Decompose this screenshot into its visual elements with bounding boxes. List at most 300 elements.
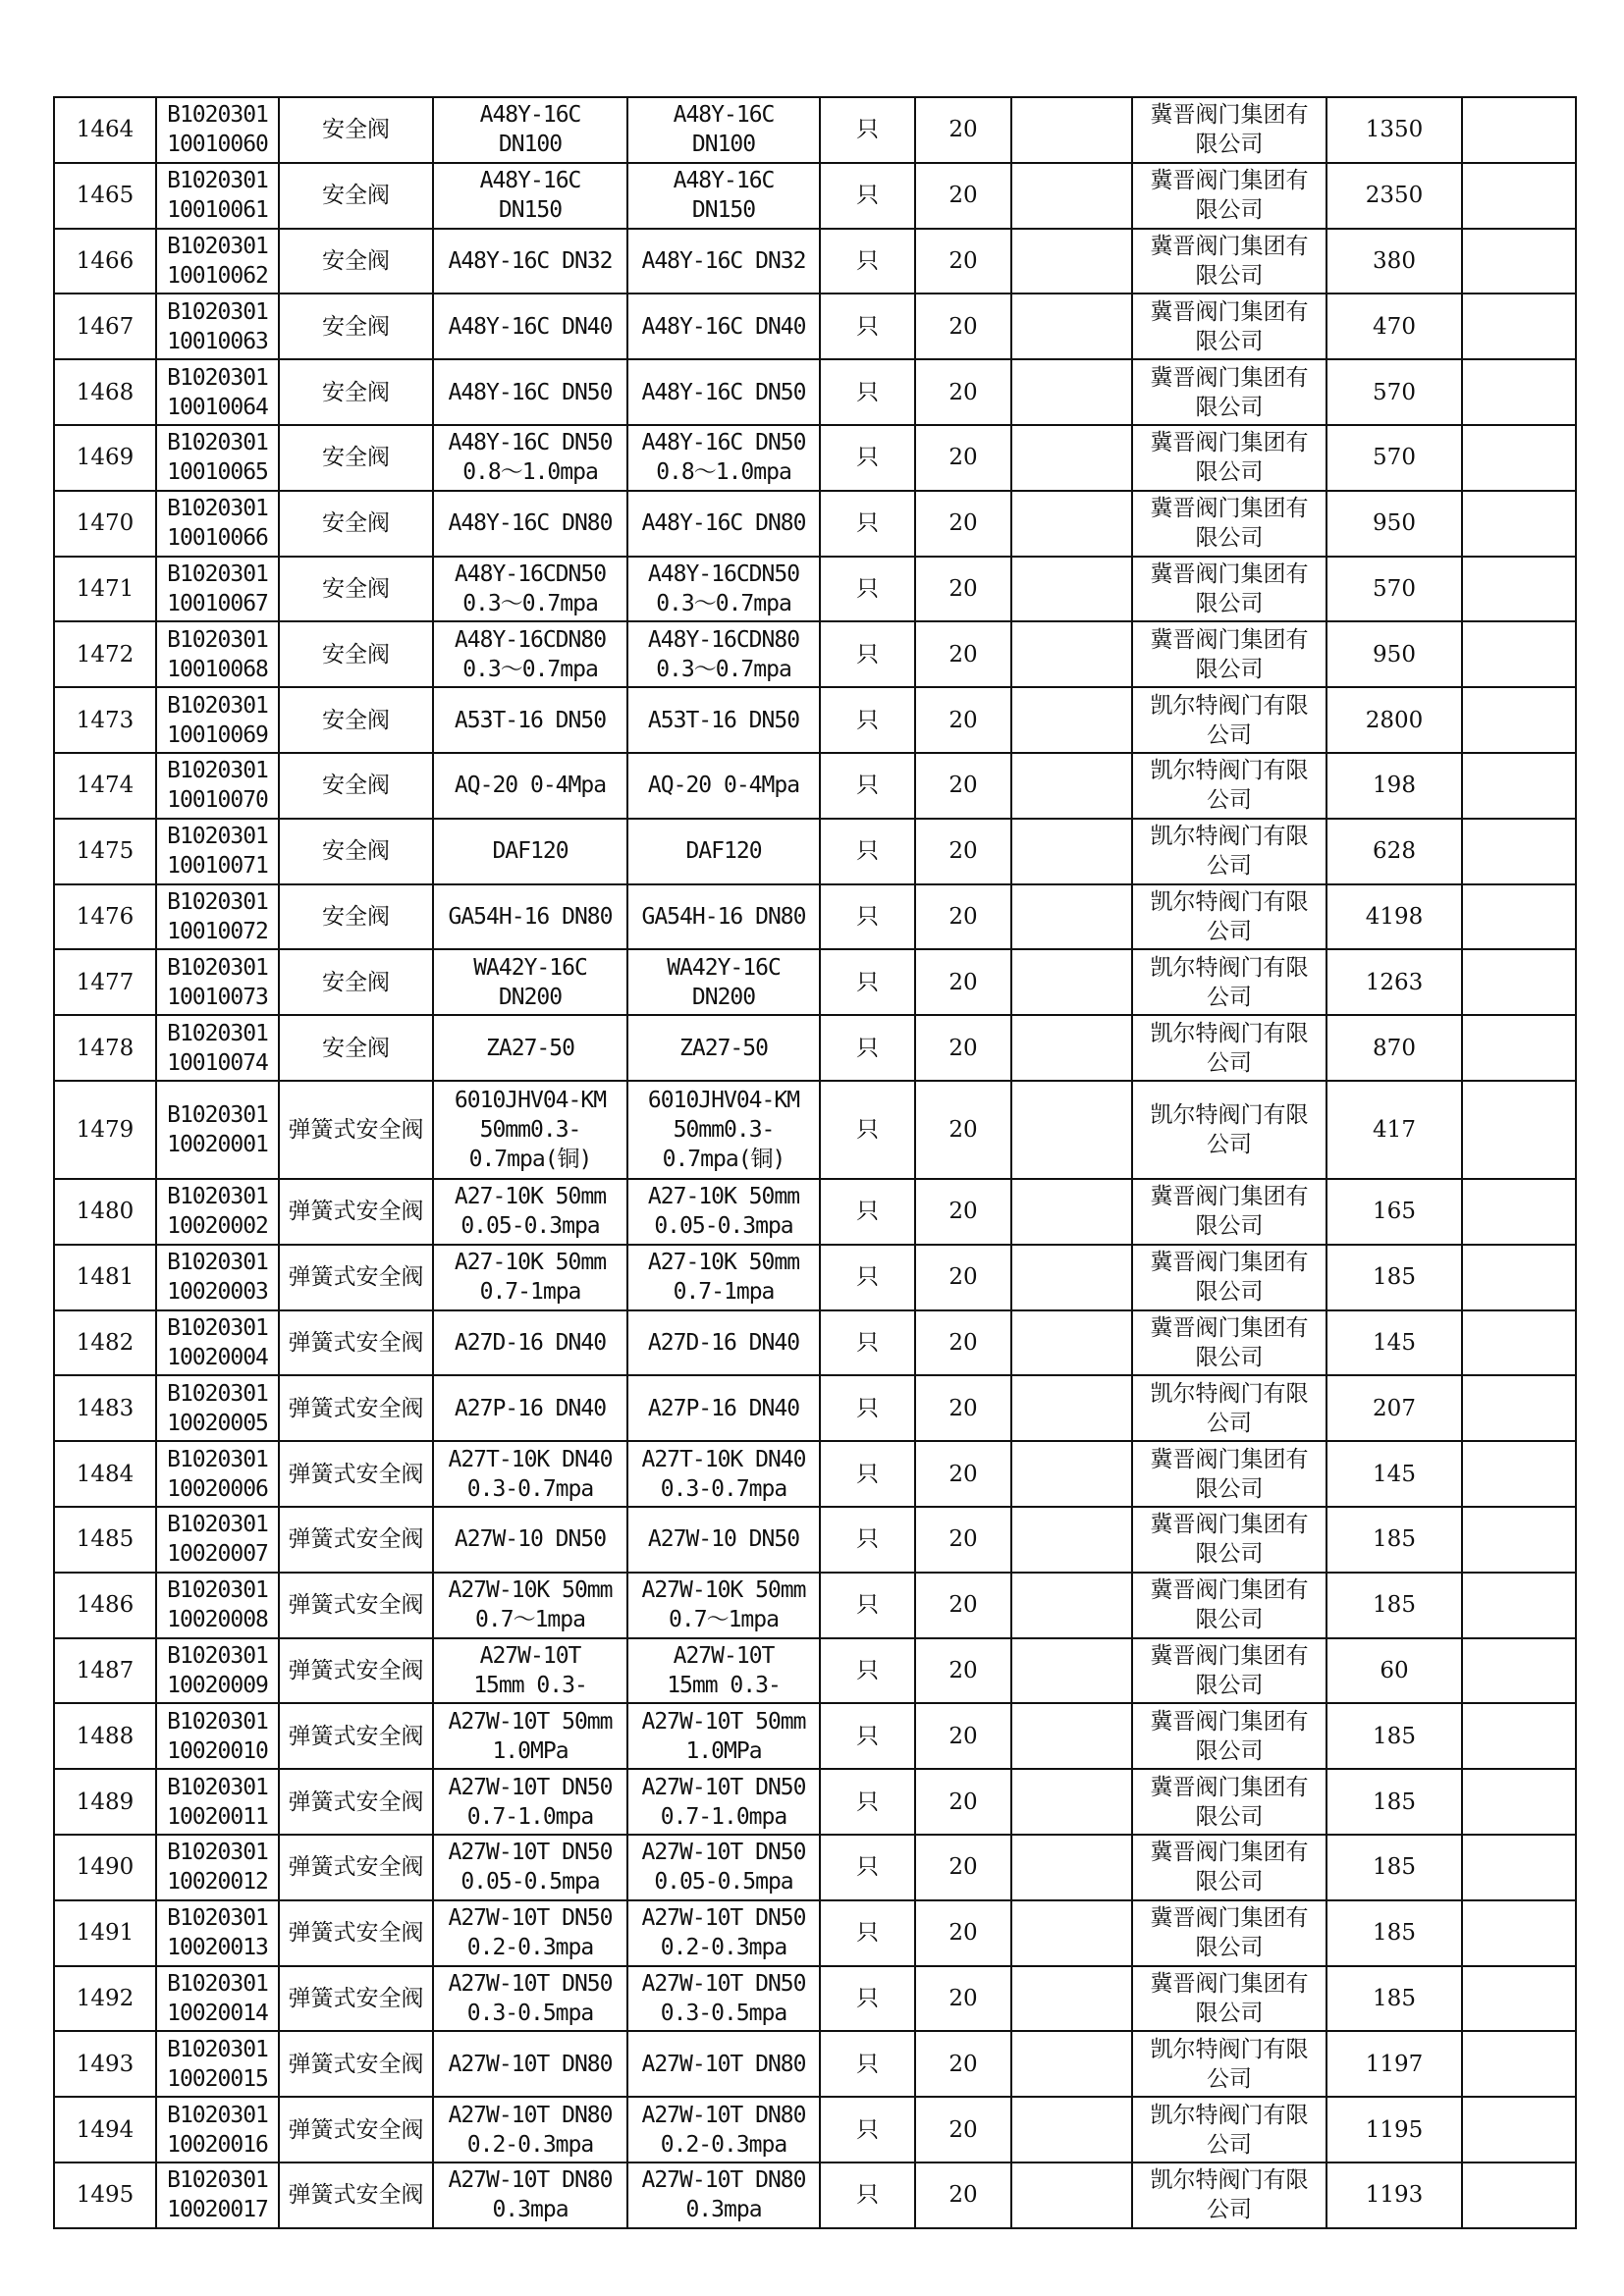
specification-line: 0.7～1mpa (475, 1607, 585, 1633)
supplier-cell (1132, 557, 1326, 622)
specification-line: A48Y-16C DN50 (448, 430, 613, 456)
supplier-line: 限公司 (1195, 1869, 1264, 1896)
price-cell: 185 (1326, 1245, 1462, 1310)
material-code-line: 10020012 (167, 1869, 268, 1896)
supplier-line: 冀晋阀门集团有 (1150, 1512, 1309, 1538)
price-cell: 870 (1326, 1015, 1462, 1081)
table-row (54, 1966, 1576, 2032)
table-row (54, 97, 1576, 163)
model-line: ZA27-50 (679, 1035, 768, 1061)
item-name-cell: 弹簧式安全阀 (279, 2031, 433, 2097)
material-code-cell (156, 621, 279, 687)
material-code-cell (156, 2031, 279, 2097)
unit-cell: 只 (820, 1900, 915, 1966)
unit-cell: 只 (820, 1179, 915, 1245)
supplier-line: 公司 (1207, 787, 1252, 814)
model-line: A27W-10 DN50 (647, 1526, 800, 1553)
item-number-cell: 1478 (54, 1015, 156, 1081)
supplier-line: 限公司 (1195, 1935, 1264, 1961)
specification-cell (433, 1245, 627, 1310)
price-cell: 628 (1326, 819, 1462, 884)
material-code-line: 10020003 (167, 1279, 268, 1306)
material-code-line: 10010072 (167, 918, 268, 944)
unit-cell: 只 (820, 949, 915, 1015)
supplier-line: 冀晋阀门集团有 (1150, 233, 1309, 259)
remark-cell (1462, 1179, 1576, 1245)
specification-cell (433, 621, 627, 687)
price-cell: 570 (1326, 359, 1462, 425)
material-code-cell (156, 1573, 279, 1638)
specification-line: ZA27-50 (486, 1035, 574, 1061)
item-name-cell: 弹簧式安全阀 (279, 1573, 433, 1638)
supplier-cell (1132, 1375, 1326, 1441)
table-row (54, 229, 1576, 294)
quantity-cell: 20 (915, 557, 1011, 622)
specification-line: A27W-10K 50mm (448, 1577, 613, 1604)
quantity-cell: 20 (915, 97, 1011, 163)
material-code-line: B1020301 (167, 430, 268, 456)
price-cell: 2350 (1326, 163, 1462, 229)
model-cell (627, 1638, 820, 1704)
material-code-line: B1020301 (167, 2036, 268, 2062)
specification-cell (433, 2097, 627, 2163)
model-line: A48Y-16C DN50 (641, 430, 806, 456)
material-code-cell (156, 1835, 279, 1900)
model-line: A27-10K 50mm (647, 1250, 800, 1276)
table-row (54, 359, 1576, 425)
item-name-cell: 弹簧式安全阀 (279, 1441, 433, 1507)
specification-line: 0.3mpa (492, 2197, 568, 2223)
supplier-line: 限公司 (1195, 1737, 1264, 1764)
quantity-cell: 20 (915, 359, 1011, 425)
supplier-cell (1132, 1015, 1326, 1081)
specification-line: A27W-10T 50mm (448, 1708, 613, 1735)
table-row (54, 687, 1576, 753)
supplier-cell (1132, 2097, 1326, 2163)
unit-cell: 只 (820, 1769, 915, 1835)
model-cell (627, 884, 820, 950)
model-cell (627, 621, 820, 687)
remark-cell (1462, 2031, 1576, 2097)
material-code-line: B1020301 (167, 888, 268, 915)
quantity-cell: 20 (915, 949, 1011, 1015)
specification-cell (433, 1081, 627, 1179)
item-name-cell: 安全阀 (279, 359, 433, 425)
supplier-cell (1132, 163, 1326, 229)
model-cell (627, 163, 820, 229)
table-row (54, 491, 1576, 557)
material-code-line: 10020002 (167, 1213, 268, 1240)
model-line: 0.05-0.5mpa (654, 1869, 793, 1896)
item-number-cell: 1490 (54, 1835, 156, 1900)
model-line: DN150 (691, 197, 756, 224)
supplier-line: 凯尔特阀门有限 (1150, 1020, 1309, 1046)
table-row (54, 621, 1576, 687)
remark-cell (1462, 1900, 1576, 1966)
supplier-line: 冀晋阀门集团有 (1150, 626, 1309, 653)
supplier-line: 限公司 (1195, 1803, 1264, 1830)
model-cell (627, 2163, 820, 2228)
supplier-cell (1132, 1900, 1326, 1966)
specification-line: DAF120 (492, 838, 568, 865)
item-number-cell: 1487 (54, 1638, 156, 1704)
model-cell (627, 1245, 820, 1310)
unit-cell: 只 (820, 2097, 915, 2163)
unit-cell: 只 (820, 1245, 915, 1310)
supplier-cell (1132, 1638, 1326, 1704)
remark-cell (1462, 884, 1576, 950)
item-number-cell: 1475 (54, 819, 156, 884)
remark-cell (1462, 949, 1576, 1015)
specification-line: A48Y-16C (479, 168, 581, 194)
material-code-cell (156, 1179, 279, 1245)
supplier-line: 凯尔特阀门有限 (1150, 1380, 1309, 1407)
specification-cell (433, 163, 627, 229)
model-line: A27W-10T DN80 (641, 2102, 806, 2128)
quantity-cell: 20 (915, 163, 1011, 229)
item-number-cell: 1485 (54, 1507, 156, 1573)
model-cell (627, 97, 820, 163)
item-number-cell: 1479 (54, 1081, 156, 1179)
model-cell (627, 1703, 820, 1769)
model-line: 0.7-1.0mpa (660, 1803, 787, 1830)
specification-cell (433, 2163, 627, 2228)
supplier-line: 限公司 (1195, 525, 1264, 552)
item-number-cell: 1492 (54, 1966, 156, 2032)
supplier-cell (1132, 621, 1326, 687)
specification-line: A27-10K 50mm (454, 1250, 607, 1276)
model-line: 0.2-0.3mpa (660, 2131, 787, 2158)
remark-cell (1462, 753, 1576, 819)
specification-line: A48Y-16CDN80 (454, 626, 607, 653)
remark-cell (1462, 1703, 1576, 1769)
blank-cell (1011, 1835, 1132, 1900)
blank-cell (1011, 687, 1132, 753)
item-name-cell: 弹簧式安全阀 (279, 1900, 433, 1966)
item-number-cell: 1481 (54, 1245, 156, 1310)
quantity-cell: 20 (915, 1835, 1011, 1900)
blank-cell (1011, 1179, 1132, 1245)
supplier-cell (1132, 1835, 1326, 1900)
model-line: 6010JHV04-KM (647, 1087, 800, 1113)
price-cell: 1350 (1326, 97, 1462, 163)
unit-cell: 只 (820, 294, 915, 359)
material-code-line: 10010073 (167, 984, 268, 1010)
material-code-line: B1020301 (167, 102, 268, 129)
item-name-cell: 安全阀 (279, 163, 433, 229)
price-cell: 570 (1326, 425, 1462, 491)
remark-cell (1462, 1835, 1576, 1900)
table-row (54, 2163, 1576, 2228)
supplier-line: 凯尔特阀门有限 (1150, 2036, 1309, 2062)
table-row (54, 1900, 1576, 1966)
specification-line: A48Y-16C (479, 102, 581, 129)
price-cell: 470 (1326, 294, 1462, 359)
specification-cell (433, 1507, 627, 1573)
model-cell (627, 687, 820, 753)
specification-line: A27W-10 DN50 (454, 1526, 607, 1553)
model-line: 0.3-0.7mpa (660, 1475, 787, 1502)
model-cell (627, 1081, 820, 1179)
item-name-cell: 安全阀 (279, 229, 433, 294)
item-number-cell: 1477 (54, 949, 156, 1015)
material-code-line: 10020005 (167, 1410, 268, 1436)
model-line: 15mm 0.3- (667, 1672, 781, 1698)
blank-cell (1011, 753, 1132, 819)
material-code-cell (156, 884, 279, 950)
table-row (54, 884, 1576, 950)
supplier-cell (1132, 2163, 1326, 2228)
material-code-line: B1020301 (167, 1184, 268, 1210)
quantity-cell: 20 (915, 1507, 1011, 1573)
blank-cell (1011, 1769, 1132, 1835)
material-code-line: 10010071 (167, 853, 268, 880)
quantity-cell: 20 (915, 753, 1011, 819)
unit-cell: 只 (820, 359, 915, 425)
quantity-cell: 20 (915, 1966, 1011, 2032)
item-number-cell: 1470 (54, 491, 156, 557)
model-cell (627, 1179, 820, 1245)
model-line: 0.8～1.0mpa (656, 459, 791, 486)
material-code-cell (156, 1900, 279, 1966)
item-number-cell: 1471 (54, 557, 156, 622)
item-name-cell: 弹簧式安全阀 (279, 1703, 433, 1769)
supplier-cell (1132, 753, 1326, 819)
item-name-cell: 安全阀 (279, 294, 433, 359)
supplier-cell (1132, 359, 1326, 425)
material-code-line: B1020301 (167, 1774, 268, 1800)
item-name-cell: 弹簧式安全阀 (279, 1769, 433, 1835)
blank-cell (1011, 1638, 1132, 1704)
price-cell: 185 (1326, 1769, 1462, 1835)
model-line: A48Y-16C DN50 (641, 379, 806, 405)
model-line: 0.2-0.3mpa (660, 1935, 787, 1961)
supplier-cell (1132, 884, 1326, 950)
specification-line: 0.05-0.3mpa (460, 1213, 600, 1240)
price-cell: 145 (1326, 1441, 1462, 1507)
supplier-line: 限公司 (1195, 1475, 1264, 1502)
supplier-cell (1132, 2031, 1326, 2097)
material-code-line: 10010070 (167, 787, 268, 814)
material-code-cell (156, 97, 279, 163)
supplier-line: 凯尔特阀门有限 (1150, 2102, 1309, 2128)
blank-cell (1011, 294, 1132, 359)
material-code-line: B1020301 (167, 1446, 268, 1472)
remark-cell (1462, 1015, 1576, 1081)
item-name-cell: 弹簧式安全阀 (279, 1638, 433, 1704)
model-line: GA54H-16 DN80 (641, 903, 806, 930)
price-cell: 950 (1326, 491, 1462, 557)
price-cell: 417 (1326, 1081, 1462, 1179)
remark-cell (1462, 1245, 1576, 1310)
material-code-cell (156, 425, 279, 491)
unit-cell: 只 (820, 1310, 915, 1376)
supplier-cell (1132, 97, 1326, 163)
quantity-cell: 20 (915, 2163, 1011, 2228)
blank-cell (1011, 2097, 1132, 2163)
specification-line: 0.2-0.3mpa (466, 1935, 594, 1961)
specification-cell (433, 1441, 627, 1507)
blank-cell (1011, 163, 1132, 229)
price-cell: 198 (1326, 753, 1462, 819)
material-code-line: 10020004 (167, 1344, 268, 1370)
supplier-line: 冀晋阀门集团有 (1150, 102, 1309, 129)
specification-line: DN200 (498, 984, 563, 1010)
material-code-line: 10020011 (167, 1803, 268, 1830)
unit-cell: 只 (820, 163, 915, 229)
supplier-line: 冀晋阀门集团有 (1150, 1642, 1309, 1669)
material-code-line: B1020301 (167, 1101, 268, 1128)
blank-cell (1011, 1310, 1132, 1376)
item-name-cell: 安全阀 (279, 621, 433, 687)
price-cell: 185 (1326, 1900, 1462, 1966)
remark-cell (1462, 1375, 1576, 1441)
material-code-line: B1020301 (167, 954, 268, 981)
specification-cell (433, 1703, 627, 1769)
supplier-line: 冀晋阀门集团有 (1150, 430, 1309, 456)
quantity-cell: 20 (915, 425, 1011, 491)
unit-cell: 只 (820, 687, 915, 753)
unit-cell: 只 (820, 1441, 915, 1507)
material-code-cell (156, 2097, 279, 2163)
supplier-line: 公司 (1207, 2131, 1252, 2158)
item-number-cell: 1467 (54, 294, 156, 359)
material-code-line: B1020301 (167, 1314, 268, 1341)
specification-line: A27W-10T DN50 (448, 1840, 613, 1866)
material-code-cell (156, 1310, 279, 1376)
specification-line: 0.7mpa(铜) (468, 1146, 592, 1172)
item-number-cell: 1489 (54, 1769, 156, 1835)
quantity-cell: 20 (915, 621, 1011, 687)
unit-cell: 只 (820, 557, 915, 622)
model-line: A27W-10T DN50 (641, 1774, 806, 1800)
material-code-line: B1020301 (167, 168, 268, 194)
specification-cell (433, 1900, 627, 1966)
supplier-line: 凯尔特阀门有限 (1150, 888, 1309, 915)
supplier-cell (1132, 819, 1326, 884)
item-number-cell: 1483 (54, 1375, 156, 1441)
item-number-cell: 1480 (54, 1179, 156, 1245)
model-line: DAF120 (685, 838, 762, 865)
model-cell (627, 557, 820, 622)
model-line: A27W-10K 50mm (641, 1577, 806, 1604)
table-row (54, 1441, 1576, 1507)
table-row (54, 1769, 1576, 1835)
price-cell: 207 (1326, 1375, 1462, 1441)
price-cell: 145 (1326, 1310, 1462, 1376)
material-code-line: B1020301 (167, 1250, 268, 1276)
model-cell (627, 229, 820, 294)
remark-cell (1462, 621, 1576, 687)
material-code-line: B1020301 (167, 1840, 268, 1866)
supplier-cell (1132, 294, 1326, 359)
price-cell: 1197 (1326, 2031, 1462, 2097)
price-cell: 4198 (1326, 884, 1462, 950)
remark-cell (1462, 1441, 1576, 1507)
price-cell: 165 (1326, 1179, 1462, 1245)
specification-cell (433, 1015, 627, 1081)
material-code-cell (156, 2163, 279, 2228)
table-row (54, 2097, 1576, 2163)
supplier-line: 公司 (1207, 853, 1252, 880)
model-line: A48Y-16C DN32 (641, 247, 806, 274)
model-line: DN100 (691, 132, 756, 158)
quantity-cell: 20 (915, 491, 1011, 557)
material-code-line: B1020301 (167, 496, 268, 522)
quantity-cell: 20 (915, 1310, 1011, 1376)
supplier-line: 冀晋阀门集团有 (1150, 168, 1309, 194)
item-number-cell: 1488 (54, 1703, 156, 1769)
remark-cell (1462, 294, 1576, 359)
unit-cell: 只 (820, 1375, 915, 1441)
model-line: A27W-10T DN80 (641, 2167, 806, 2194)
supplier-line: 凯尔特阀门有限 (1150, 1101, 1309, 1128)
item-name-cell: 弹簧式安全阀 (279, 2097, 433, 2163)
model-line: 1.0MPa (685, 1737, 762, 1764)
quantity-cell: 20 (915, 2097, 1011, 2163)
supplier-line: 限公司 (1195, 394, 1264, 420)
specification-line: AQ-20 0-4Mpa (454, 773, 607, 799)
unit-cell: 只 (820, 1573, 915, 1638)
specification-line: A53T-16 DN50 (454, 707, 607, 733)
model-line: 0.7mpa(铜) (662, 1146, 785, 1172)
specification-line: A48Y-16C DN50 (448, 379, 613, 405)
item-number-cell: 1491 (54, 1900, 156, 1966)
table-row (54, 1638, 1576, 1704)
quantity-cell: 20 (915, 229, 1011, 294)
specification-line: A48Y-16C DN80 (448, 510, 613, 537)
model-line: A27W-10T DN80 (641, 2051, 806, 2077)
remark-cell (1462, 97, 1576, 163)
table-row (54, 1703, 1576, 1769)
supplier-cell (1132, 491, 1326, 557)
supplier-cell (1132, 949, 1326, 1015)
specification-line: 0.2-0.3mpa (466, 2131, 594, 2158)
specification-line: A48Y-16C DN32 (448, 247, 613, 274)
material-code-line: 10020009 (167, 1672, 268, 1698)
model-line: 0.7～1mpa (669, 1607, 779, 1633)
blank-cell (1011, 1441, 1132, 1507)
supplier-line: 凯尔特阀门有限 (1150, 2167, 1309, 2194)
quantity-cell: 20 (915, 1638, 1011, 1704)
item-name-cell: 安全阀 (279, 425, 433, 491)
material-code-cell (156, 1703, 279, 1769)
specification-line: A27D-16 DN40 (454, 1329, 607, 1356)
specification-line: A27P-16 DN40 (454, 1395, 607, 1421)
supplier-cell (1132, 425, 1326, 491)
item-number-cell: 1469 (54, 425, 156, 491)
model-cell (627, 1375, 820, 1441)
model-line: 0.3～0.7mpa (656, 590, 791, 616)
unit-cell: 只 (820, 425, 915, 491)
model-line: A27T-10K DN40 (641, 1446, 806, 1472)
table-row (54, 819, 1576, 884)
material-code-line: B1020301 (167, 2102, 268, 2128)
specification-line: 0.7-1mpa (479, 1279, 581, 1306)
material-code-line: B1020301 (167, 298, 268, 325)
blank-cell (1011, 621, 1132, 687)
supplier-cell (1132, 1966, 1326, 2032)
material-code-line: B1020301 (167, 692, 268, 719)
material-code-line: 10010074 (167, 1049, 268, 1076)
specification-line: A27W-10T DN50 (448, 1774, 613, 1800)
specification-line: 15mm 0.3- (473, 1672, 587, 1698)
table-row (54, 2031, 1576, 2097)
supplier-line: 冀晋阀门集团有 (1150, 1905, 1309, 1932)
table-row (54, 1375, 1576, 1441)
specification-cell (433, 97, 627, 163)
table-row (54, 294, 1576, 359)
